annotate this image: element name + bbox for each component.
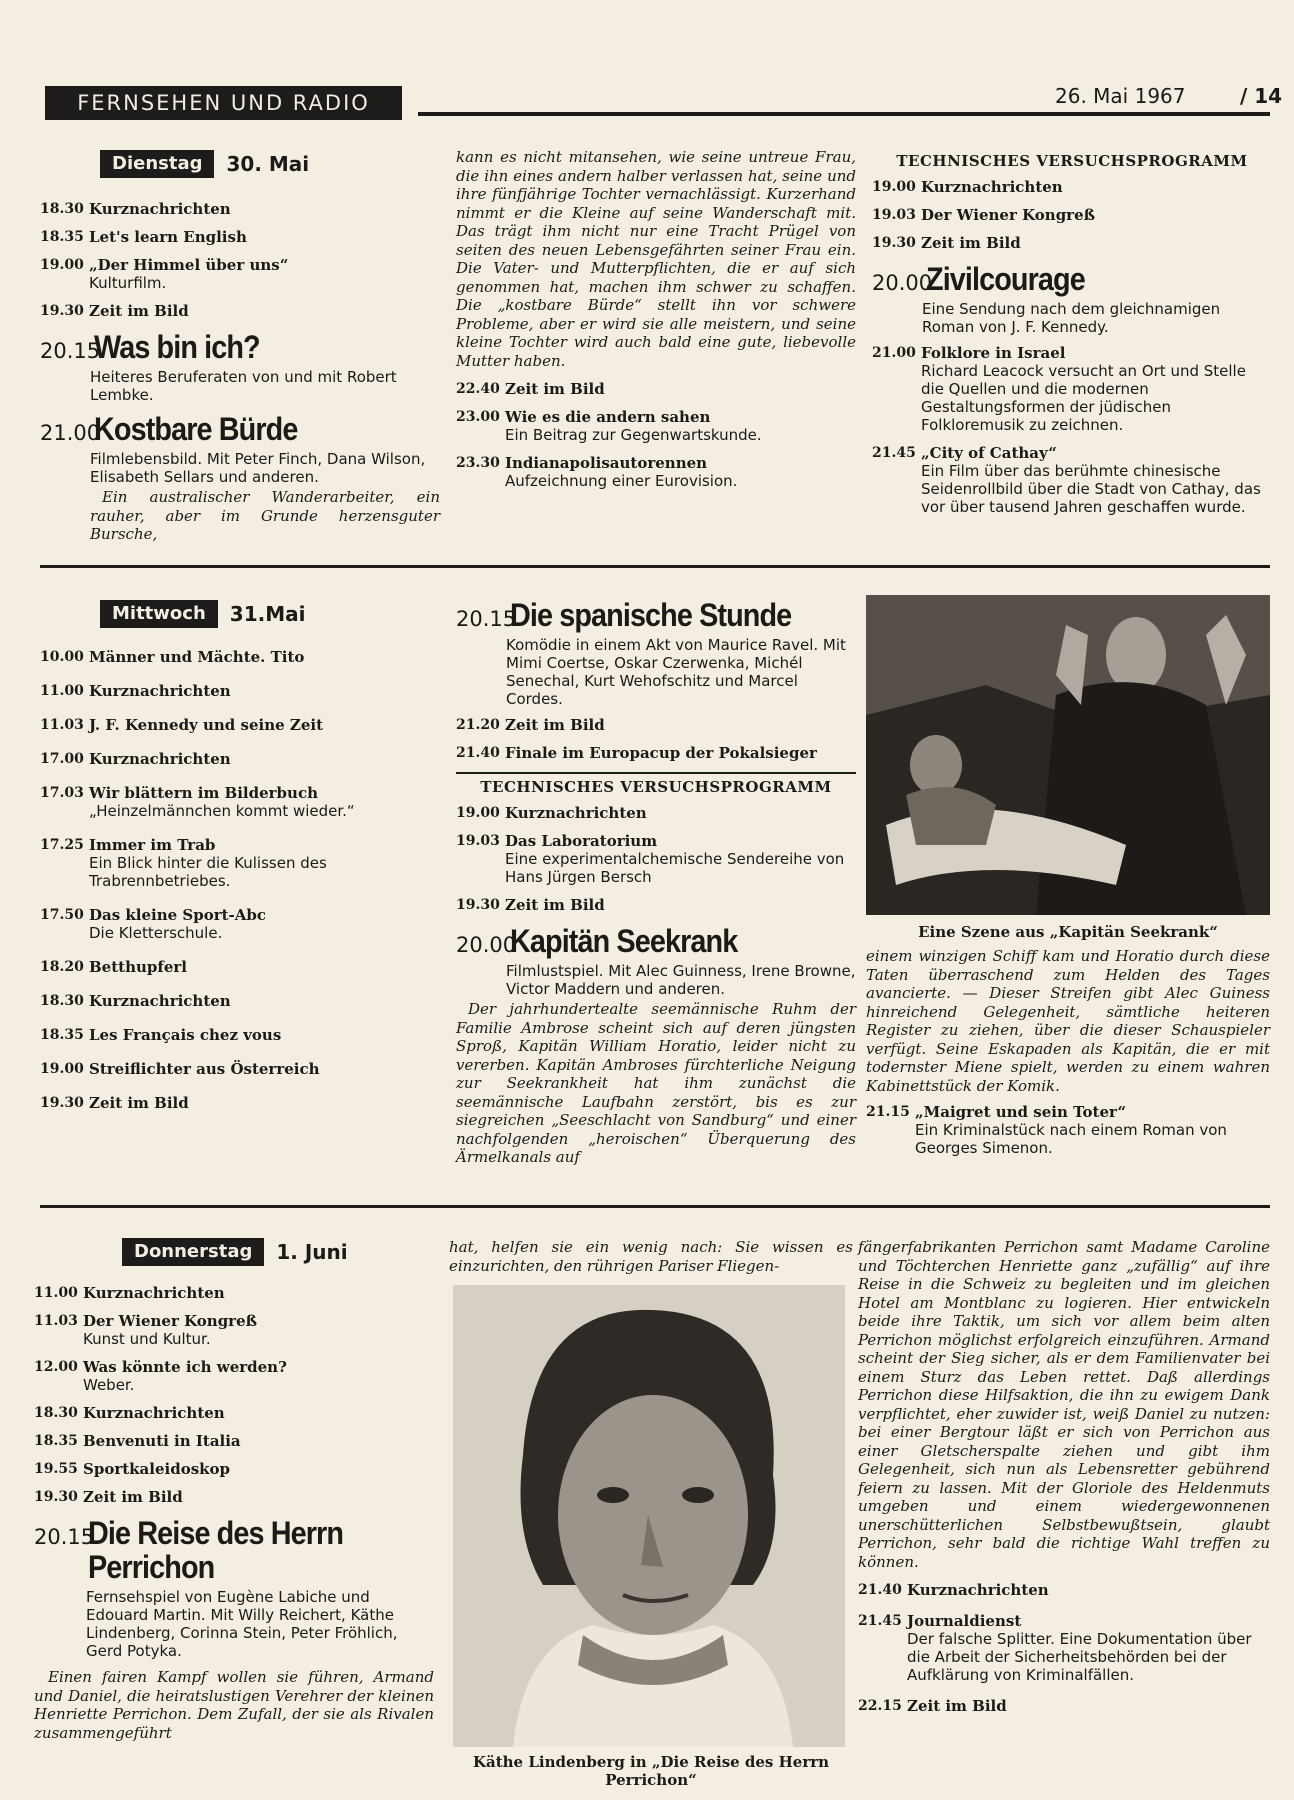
program-title: Zeit im Bild <box>505 896 605 914</box>
program-time: 12.00 <box>34 1359 78 1375</box>
program-title: Kurznachrichten <box>83 1284 225 1302</box>
program-time: 19.00 <box>40 1061 84 1077</box>
program-desc: Richard Leacock versucht an Ort und Stelle die Quellen und die modernen Gestaltungsformen der jüdischen Folkloremusik zu zeichnen. <box>921 362 1246 434</box>
feature-spanische-stunde <box>456 598 856 632</box>
program-body <box>89 256 288 292</box>
program-time: 19.30 <box>34 1489 78 1505</box>
thursday-col-3 <box>858 1238 1270 1728</box>
program-time: 19.00 <box>40 257 84 273</box>
program-item <box>872 444 1272 516</box>
scene-photo <box>866 595 1270 915</box>
program-item <box>456 716 856 734</box>
program-body <box>89 682 231 700</box>
program-title: Kurznachrichten <box>83 1404 225 1422</box>
program-title: Kurznachrichten <box>89 992 231 1010</box>
feature-time: 20.15 <box>34 1525 95 1549</box>
program-title: Zeit im Bild <box>907 1697 1007 1715</box>
story-text: kann es nicht mitansehen, wie seine untreue Frau, die ihn eines andern halber verlassen hat, seine und ihre fünfjährige Tochter vernachlässigt. Kurzerhand nimmt er die Kleine auf seine Wanderschaft mit. Das trägt ihm nicht nur eine Tracht Prügel von seiten des neuen Lebensgefährten seiner Frau ein. Die Vater- und Mutterpflichten, die er auf sich genommen hat, machen ihm schwer zu schaffen. Die „kostbare Bürde“ stellt ihn vor schwere Probleme, aber er wird sie alle meistern, und seine kleine Tochter wird auch bald eine gute, liebevolle Mutter haben. <box>456 148 856 370</box>
story-text: Ein australischer Wanderarbeiter, ein rauher, aber im Grunde herzensguter Bursche, <box>90 488 440 543</box>
program-time: 21.00 <box>872 345 916 361</box>
program-body <box>505 380 605 398</box>
program-desc: Weber. <box>83 1376 135 1394</box>
program-time: 18.35 <box>34 1433 78 1449</box>
program-item <box>40 716 440 734</box>
feature-reise-perrichon <box>34 1516 434 1584</box>
program-item <box>40 200 440 218</box>
program-title: Streiflichter aus Österreich <box>89 1060 320 1078</box>
program-body <box>83 1312 257 1348</box>
program-body <box>89 784 355 820</box>
program-title: Das kleine Sport-Abc <box>89 906 267 924</box>
feature-title: Zivilcourage <box>926 261 1085 297</box>
program-item <box>456 380 856 398</box>
thursday-col-2 <box>449 1238 853 1789</box>
program-body <box>89 992 231 1010</box>
program-item <box>40 682 440 700</box>
program-body <box>505 896 605 914</box>
wednesday-col-3 <box>866 595 1270 1167</box>
program-time: 19.30 <box>872 235 916 251</box>
program-title: Journaldienst <box>907 1612 1022 1630</box>
program-time: 21.45 <box>872 445 916 461</box>
program-body <box>89 716 323 734</box>
program-desc: Kulturfilm. <box>89 274 167 292</box>
photo-kaethe-lindenberg <box>453 1285 845 1747</box>
feature-kostbare-buerde <box>40 412 440 446</box>
program-title: Der Wiener Kongreß <box>83 1312 258 1330</box>
program-title: Folklore in Israel <box>921 344 1066 362</box>
program-item <box>456 804 856 822</box>
program-body <box>921 444 1272 516</box>
program-time: 18.35 <box>40 1027 84 1043</box>
program-body <box>83 1284 225 1302</box>
program-body <box>505 804 647 822</box>
story-text: hat, helfen sie ein wenig nach: Sie wissen es einzurichten, den rührigen Pariser Fliegen- <box>449 1238 853 1275</box>
program-body <box>83 1358 287 1394</box>
program-desc: Ein Film über das berühmte chinesische Seidenrollbild über die Stadt von Cathay, das vor über tausend Jahren geschaffen wurde. <box>921 462 1261 516</box>
program-body <box>89 648 304 666</box>
program-time: 22.15 <box>858 1698 902 1714</box>
day-date-thursday: 1. Juni <box>276 1240 348 1264</box>
program-title: Sportkaleidoskop <box>83 1460 231 1478</box>
program-desc: „Heinzelmännchen kommt wieder.“ <box>89 802 355 820</box>
program-title: Kurznachrichten <box>89 200 231 218</box>
program-time: 23.30 <box>456 455 500 471</box>
program-desc: Die Kletterschule. <box>89 924 223 942</box>
wednesday-tech-list <box>456 804 856 914</box>
program-item <box>866 1103 1270 1157</box>
program-title: Zeit im Bild <box>505 380 605 398</box>
photo-caption: Käthe Lindenberg in „Die Reise des Herrn Perrichon“ <box>472 1753 830 1789</box>
program-title: Zeit im Bild <box>921 234 1021 252</box>
program-title: Betthupferl <box>89 958 187 976</box>
wednesday-col-1 <box>40 600 440 1128</box>
program-time: 18.35 <box>40 229 84 245</box>
feature-time: 20.15 <box>456 607 517 631</box>
program-item <box>34 1460 434 1478</box>
issue-date: 26. Mai 1967 <box>1055 84 1186 108</box>
story-text: Der jahrhundertealte seemännische Ruhm der Familie Ambrose scheint sich auf deren jüngsten Sproß, Kapitän William Horatio, leider nicht zu vererben. Kapitän Ambroses fürchterliche Neigung zur Seekrankheit hat ihm zunächst die seemännische Laufbahn zerstört, bis es zur siegreichen „Seeschlacht von Sandburg“ und einer nachfolgenden „heroischen“ Überquerung des Ärmelkanals auf <box>456 1000 856 1166</box>
program-item <box>40 1060 440 1078</box>
program-item <box>858 1697 1270 1715</box>
day-label-thursday: Donnerstag <box>122 1238 264 1266</box>
program-time: 19.30 <box>40 303 84 319</box>
program-body <box>83 1432 241 1450</box>
tuesday-col-3 <box>872 152 1272 526</box>
program-body <box>89 1026 281 1044</box>
program-time: 19.00 <box>456 805 500 821</box>
tuesday-col-1 <box>40 150 440 544</box>
photo-caption: Eine Szene aus „Kapitän Seekrank“ <box>918 923 1218 941</box>
program-body <box>89 228 247 246</box>
thursday-program-list <box>34 1284 434 1506</box>
program-title: „Der Himmel über uns“ <box>89 256 289 274</box>
program-item <box>40 228 440 246</box>
program-time: 21.15 <box>866 1104 910 1120</box>
program-body <box>505 454 737 490</box>
header-rule <box>418 112 1270 116</box>
program-item <box>40 256 440 292</box>
feature-title: Die Reise des Herrn Perrichon <box>88 1515 344 1585</box>
program-time: 18.30 <box>40 993 84 1009</box>
wednesday-program-list-evening <box>866 1103 1270 1157</box>
program-desc: Aufzeichnung einer Eurovision. <box>505 472 738 490</box>
day-label-tuesday: Dienstag <box>100 150 214 178</box>
program-desc: Kunst und Kultur. <box>83 1330 211 1348</box>
program-title: Wie es die andern sahen <box>505 408 711 426</box>
program-body <box>89 302 189 320</box>
program-title: Kurznachrichten <box>921 178 1063 196</box>
program-item <box>456 896 856 914</box>
program-title: Was könnte ich werden? <box>83 1358 287 1376</box>
program-time: 19.03 <box>872 207 916 223</box>
tuesday-program-list <box>40 200 440 320</box>
program-item <box>456 744 856 762</box>
program-item <box>456 454 856 490</box>
program-item <box>34 1432 434 1450</box>
divider-rule <box>40 1205 1270 1208</box>
program-time: 19.30 <box>40 1095 84 1111</box>
program-body <box>89 1060 320 1078</box>
feature-desc: Komödie in einem Akt von Maurice Ravel. Mit Mimi Coertse, Oskar Czerwenka, Michél Senechal, Kurt Wehofschitz und Marcel Cordes. <box>506 636 846 708</box>
program-title: Immer im Trab <box>89 836 216 854</box>
program-time: 11.00 <box>40 683 84 699</box>
program-time: 18.30 <box>40 201 84 217</box>
program-time: 11.00 <box>34 1285 78 1301</box>
program-time: 11.03 <box>40 717 84 733</box>
program-item <box>872 178 1272 196</box>
program-time: 17.25 <box>40 837 84 853</box>
program-body <box>89 1094 189 1112</box>
program-desc: Ein Kriminalstück nach einem Roman von Georges Simenon. <box>915 1121 1227 1157</box>
program-title: Das Laboratorium <box>505 832 658 850</box>
program-body <box>907 1581 1049 1599</box>
feature-desc: Filmlebensbild. Mit Peter Finch, Dana Wilson, Elisabeth Sellars und anderen. <box>90 450 426 486</box>
program-item <box>872 344 1272 434</box>
feature-kapitaen-seekrank <box>456 924 856 958</box>
program-time: 21.40 <box>456 745 500 761</box>
program-title: Les Français chez vous <box>89 1026 282 1044</box>
program-desc: Eine experimentalchemische Sendereihe von Hans Jürgen Bersch <box>505 850 845 886</box>
photo-kapitaen-seekrank <box>866 595 1270 915</box>
program-item <box>872 206 1272 224</box>
program-time: 10.00 <box>40 649 84 665</box>
program-item <box>34 1284 434 1302</box>
program-body <box>89 836 440 890</box>
program-title: Zeit im Bild <box>83 1488 183 1506</box>
tech-program-heading: TECHNISCHES VERSUCHSPROGRAMM <box>896 152 1248 170</box>
program-title: „Maigret und sein Toter“ <box>915 1103 1127 1121</box>
day-date-wednesday: 31.Mai <box>229 602 306 626</box>
program-title: Let's learn English <box>89 228 247 246</box>
program-body <box>921 206 1095 224</box>
program-time: 11.03 <box>34 1313 78 1329</box>
program-time: 17.00 <box>40 751 84 767</box>
thursday-program-list-late <box>858 1581 1270 1715</box>
program-item <box>40 302 440 320</box>
program-item <box>40 648 440 666</box>
program-item <box>34 1312 434 1348</box>
program-item <box>40 958 440 976</box>
feature-zivilcourage <box>872 262 1272 296</box>
program-item <box>40 992 440 1010</box>
feature-title: Kostbare Bürde <box>94 411 298 447</box>
program-item <box>40 906 440 942</box>
program-time: 21.40 <box>858 1582 902 1598</box>
program-title: Zeit im Bild <box>89 1094 189 1112</box>
feature-desc: Eine Sendung nach dem gleichnamigen Roman von J. F. Kennedy. <box>922 300 1221 336</box>
program-title: Der Wiener Kongreß <box>921 206 1096 224</box>
program-time: 19.03 <box>456 833 500 849</box>
program-time: 19.30 <box>456 897 500 913</box>
program-title: Wir blättern im Bilderbuch <box>89 784 318 802</box>
program-time: 18.30 <box>34 1405 78 1421</box>
tuesday-tech-list <box>872 178 1272 252</box>
day-label-wednesday: Mittwoch <box>100 600 218 628</box>
program-title: Kurznachrichten <box>89 750 231 768</box>
program-item <box>34 1358 434 1394</box>
feature-time: 20.00 <box>872 271 933 295</box>
program-body <box>83 1460 230 1478</box>
program-title: Kurznachrichten <box>505 804 647 822</box>
program-item <box>40 836 440 890</box>
program-body <box>921 234 1021 252</box>
program-body <box>89 200 231 218</box>
feature-desc: Filmlustspiel. Mit Alec Guinness, Irene Browne, Victor Maddern und anderen. <box>506 962 856 998</box>
program-time: 19.00 <box>872 179 916 195</box>
tuesday-col-2 <box>456 148 856 500</box>
program-title: Zeit im Bild <box>89 302 189 320</box>
program-title: J. F. Kennedy und seine Zeit <box>89 716 323 734</box>
program-item <box>40 1026 440 1044</box>
section-label: FERNSEHEN UND RADIO <box>45 86 402 120</box>
program-item <box>40 750 440 768</box>
program-body <box>89 750 231 768</box>
program-body <box>83 1488 183 1506</box>
program-body <box>907 1697 1007 1715</box>
program-body <box>505 744 817 762</box>
tuesday-program-list-late <box>456 380 856 490</box>
feature-desc: Fernsehspiel von Eugène Labiche und Edouard Martin. Mit Willy Reichert, Käthe Lindenberg, Corinna Stein, Peter Fröhlich, Gerd Potyka. <box>86 1588 398 1660</box>
program-body <box>921 178 1063 196</box>
program-time: 22.40 <box>456 381 500 397</box>
feature-desc: Heiteres Beruferaten von und mit Robert Lembke. <box>90 368 397 404</box>
program-body <box>89 958 187 976</box>
program-title: Benvenuti in Italia <box>83 1432 241 1450</box>
program-title: Männer und Mächte. Tito <box>89 648 305 666</box>
program-body <box>921 344 1272 434</box>
program-desc: Ein Blick hinter die Kulissen des Trabrennbetriebes. <box>89 854 327 890</box>
program-body <box>89 906 266 942</box>
wednesday-program-list-late <box>456 716 856 762</box>
story-text: einem winzigen Schiff kam und Horatio durch diese Taten überraschend zum Helden des Tages avancierte. — Dieser Streifen gibt Alec Guiness hinreichend Gelegenheit, sämtliche heiteren Register zu ziehen, über die dieser Schauspieler verfügt. Seine Eskapaden als Kapitän, die er mit todernster Miene spielt, werden zu einem wahren Kabinettstück der Komik. <box>866 947 1270 1095</box>
program-time: 23.00 <box>456 409 500 425</box>
program-title: Zeit im Bild <box>505 716 605 734</box>
story-text: fängerfabrikanten Perrichon samt Madame Caroline und Töchterchen Henriette ganz „zufällig“ auf ihre Reise in die Schweiz zu begleiten und im gleichen Hotel am Montblanc zu logieren. Hier entwickeln beide ihre Taktik, um sich vor allem beim alten Perrichon möglichst erfolgreich einzuführen. Armand scheint der Sieg sicher, als er dem Familienvater bei einem Sturz das Leben rettet. Daß allerdings Perrichon diese Hilfsaktion, die ihn zu ewigem Dank verpflichtet, eher zuwider ist, weiß Daniel zu nutzen: bei einer Bergtour läßt er sich von Perrichon aus einer Gletscherspalte ziehen und gibt ihm Gelegenheit, sich nun als Lebensretter gebührend feiern zu lassen. Mit der Gloriole des Heldenmuts umgeben und einem wiedergewonnenen unerschütterlichen Selbstbewußtsein, glaubt Perrichon, sehr bald die richtige Wahl treffen zu können. <box>858 1238 1270 1571</box>
program-body <box>907 1612 1270 1684</box>
feature-time: 20.15 <box>40 339 101 363</box>
program-title: Kurznachrichten <box>89 682 231 700</box>
program-time: 21.20 <box>456 717 500 733</box>
program-time: 18.20 <box>40 959 84 975</box>
program-body <box>505 408 762 444</box>
program-body <box>505 832 856 886</box>
divider-rule <box>40 565 1270 568</box>
program-desc: Der falsche Splitter. Eine Dokumentation über die Arbeit der Sicherheitsbehörden bei der Aufklärung von Kriminalfällen. <box>907 1630 1252 1684</box>
program-time: 21.45 <box>858 1613 902 1629</box>
program-item <box>872 234 1272 252</box>
program-title: Indianapolisautorennen <box>505 454 708 472</box>
program-time: 17.03 <box>40 785 84 801</box>
program-body <box>915 1103 1270 1157</box>
portrait-photo <box>453 1285 845 1747</box>
program-time: 17.50 <box>40 907 84 923</box>
wednesday-program-list <box>40 648 440 1112</box>
program-time: 19.55 <box>34 1461 78 1477</box>
program-item <box>34 1488 434 1506</box>
wednesday-col-2 <box>456 592 856 1167</box>
program-item <box>40 784 440 820</box>
program-title: Kurznachrichten <box>907 1581 1049 1599</box>
program-item <box>40 1094 440 1112</box>
program-body <box>505 716 605 734</box>
program-desc: Ein Beitrag zur Gegenwartskunde. <box>505 426 762 444</box>
page-number: / 14 <box>1240 84 1283 108</box>
day-date-tuesday: 30. Mai <box>226 152 310 176</box>
tech-program-heading: TECHNISCHES VERSUCHSPROGRAMM <box>456 772 856 796</box>
feature-title: Kapitän Seekrank <box>510 923 738 959</box>
program-item <box>456 832 856 886</box>
program-item <box>34 1404 434 1422</box>
thursday-col-1 <box>34 1238 434 1742</box>
program-item <box>858 1581 1270 1599</box>
feature-time: 20.00 <box>456 933 517 957</box>
program-title: „City of Cathay“ <box>921 444 1057 462</box>
story-text: Einen fairen Kampf wollen sie führen, Armand und Daniel, die heiratslustigen Verehrer der kleinen Henriette Perrichon. Dem Zufall, der sie als Rivalen zusammengeführt <box>34 1668 434 1742</box>
feature-title: Was bin ich? <box>94 329 260 365</box>
program-title: Finale im Europacup der Pokalsieger <box>505 744 817 762</box>
feature-was-bin-ich <box>40 330 440 364</box>
program-item <box>456 408 856 444</box>
feature-time: 21.00 <box>40 421 101 445</box>
program-body <box>83 1404 225 1422</box>
program-item <box>858 1612 1270 1684</box>
tuesday-tech-list-late <box>872 344 1272 516</box>
feature-title: Die spanische Stunde <box>510 597 792 633</box>
